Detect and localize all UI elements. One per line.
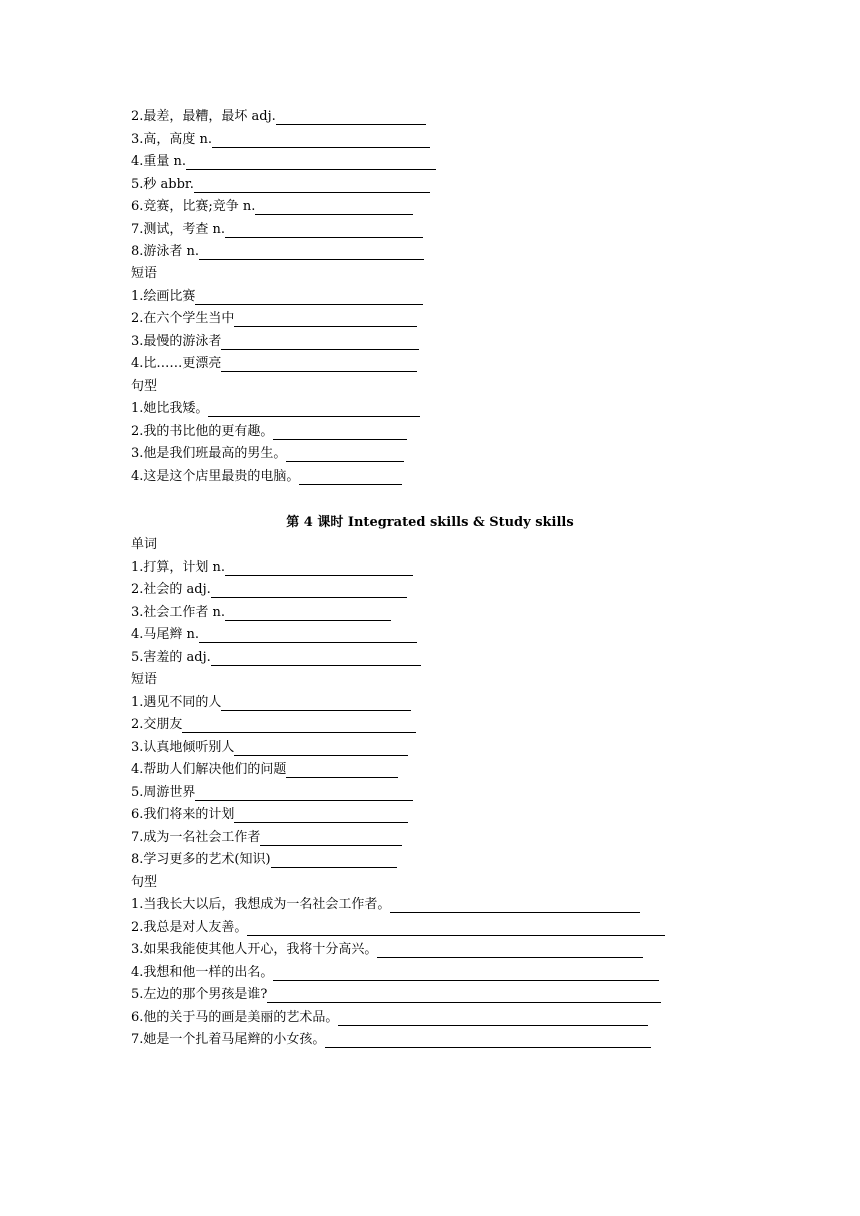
answer-blank[interactable] <box>234 807 408 823</box>
phrase-label: 2.在六个学生当中 <box>131 311 235 326</box>
sentence-item <box>131 917 665 939</box>
word-label: 3.社会工作者 n. <box>131 605 226 620</box>
sentence-label: 6.他的关于马的画是美丽的艺术品。 <box>131 1010 339 1025</box>
word-item <box>131 579 407 601</box>
answer-blank[interactable] <box>186 154 436 170</box>
answer-blank[interactable] <box>338 1010 648 1026</box>
phrase-label: 3.最慢的游泳者 <box>131 334 222 349</box>
sentence-item <box>131 443 404 465</box>
word-item <box>131 129 430 151</box>
answer-blank[interactable] <box>195 785 413 801</box>
answer-blank[interactable] <box>225 560 413 576</box>
sentence-label: 2.我的书比他的更有趣。 <box>131 424 274 439</box>
phrase-item <box>131 759 398 781</box>
word-label: 6.竞赛，比赛;竞争 n. <box>131 199 256 214</box>
phrase-item <box>131 714 416 736</box>
answer-blank[interactable] <box>273 965 659 981</box>
answer-blank[interactable] <box>225 605 391 621</box>
sentence-item <box>131 1007 648 1029</box>
answer-blank[interactable] <box>390 897 640 913</box>
answer-blank[interactable] <box>377 942 643 958</box>
sentence-label: 1.当我长大以后，我想成为一名社会工作者。 <box>131 897 391 912</box>
sentence-label: 7.她是一个扎着马尾辫的小女孩。 <box>131 1032 326 1047</box>
word-item <box>131 647 421 669</box>
sentence-label: 2.我总是对人友善。 <box>131 920 248 935</box>
word-label: 4.重量 n. <box>131 154 187 169</box>
phrase-label: 2.交朋友 <box>131 717 183 732</box>
phrase-label: 1.遇见不同的人 <box>131 695 222 710</box>
sentence-item <box>131 962 659 984</box>
answer-blank[interactable] <box>195 289 423 305</box>
answer-blank[interactable] <box>221 334 419 350</box>
answer-blank[interactable] <box>199 627 417 643</box>
phrase-item <box>131 804 408 826</box>
sentences-heading: 句型 <box>131 875 158 890</box>
word-item <box>131 151 436 173</box>
answer-blank[interactable] <box>194 177 430 193</box>
word-label: 2.社会的 adj. <box>131 582 211 597</box>
word-label: 2.最差，最糟，最坏 adj. <box>131 109 276 124</box>
answer-blank[interactable] <box>234 740 408 756</box>
word-item <box>131 624 417 646</box>
answer-blank[interactable] <box>211 650 421 666</box>
phrase-label: 7.成为一名社会工作者 <box>131 830 261 845</box>
word-label: 5.害羞的 adj. <box>131 650 211 665</box>
answer-blank[interactable] <box>234 311 417 327</box>
sentences-heading: 句型 <box>131 379 158 394</box>
sentence-label: 3.如果我能使其他人开心，我将十分高兴。 <box>131 942 378 957</box>
phrase-item <box>131 782 413 804</box>
answer-blank[interactable] <box>299 469 402 485</box>
answer-blank[interactable] <box>271 852 397 868</box>
sentence-item <box>131 398 420 420</box>
sentence-item <box>131 466 402 488</box>
word-item <box>131 557 413 579</box>
phrase-item <box>131 331 419 353</box>
answer-blank[interactable] <box>286 446 404 462</box>
answer-blank[interactable] <box>267 987 661 1003</box>
answer-blank[interactable] <box>225 222 423 238</box>
answer-blank[interactable] <box>211 582 407 598</box>
phrases-heading: 短语 <box>131 266 158 281</box>
answer-blank[interactable] <box>221 356 417 372</box>
phrase-item <box>131 353 417 375</box>
answer-blank[interactable] <box>286 762 398 778</box>
lesson-title: 第 4 课时 Integrated skills & Study skills <box>286 515 574 530</box>
word-item <box>131 241 424 263</box>
sentence-item <box>131 939 643 961</box>
sentence-label: 4.我想和他一样的出名。 <box>131 965 274 980</box>
sentence-label: 5.左边的那个男孩是谁? <box>131 987 268 1002</box>
word-label: 1.打算，计划 n. <box>131 560 226 575</box>
phrase-item <box>131 849 397 871</box>
phrases-heading: 短语 <box>131 672 158 687</box>
sentence-item <box>131 984 661 1006</box>
word-label: 8.游泳者 n. <box>131 244 200 259</box>
sentence-label: 1.她比我矮。 <box>131 401 209 416</box>
answer-blank[interactable] <box>182 717 416 733</box>
word-item <box>131 174 430 196</box>
phrase-label: 4.帮助人们解决他们的问题 <box>131 762 287 777</box>
sentence-label: 4.这是这个店里最贵的电脑。 <box>131 469 300 484</box>
phrase-label: 8.学习更多的艺术(知识) <box>131 852 271 867</box>
phrase-item <box>131 286 423 308</box>
answer-blank[interactable] <box>247 920 665 936</box>
phrase-label: 1.绘画比赛 <box>131 289 196 304</box>
phrase-item <box>131 737 408 759</box>
answer-blank[interactable] <box>325 1032 651 1048</box>
answer-blank[interactable] <box>221 695 411 711</box>
word-label: 4.马尾辫 n. <box>131 627 200 642</box>
phrase-label: 4.比……更漂亮 <box>131 356 222 371</box>
word-item <box>131 219 423 241</box>
word-label: 3.高，高度 n. <box>131 132 213 147</box>
phrase-label: 5.周游世界 <box>131 785 196 800</box>
answer-blank[interactable] <box>199 244 424 260</box>
answer-blank[interactable] <box>255 199 413 215</box>
answer-blank[interactable] <box>273 424 407 440</box>
phrase-item <box>131 827 402 849</box>
word-item <box>131 196 413 218</box>
answer-blank[interactable] <box>260 830 402 846</box>
sentence-item <box>131 1029 651 1051</box>
phrase-item <box>131 308 417 330</box>
word-label: 7.测试，考查 n. <box>131 222 226 237</box>
answer-blank[interactable] <box>212 132 430 148</box>
word-label: 5.秒 abbr. <box>131 177 194 192</box>
sentence-label: 3.他是我们班最高的男生。 <box>131 446 287 461</box>
sentence-item <box>131 421 407 443</box>
word-item <box>131 106 426 128</box>
answer-blank[interactable] <box>208 401 420 417</box>
phrase-label: 6.我们将来的计划 <box>131 807 235 822</box>
answer-blank[interactable] <box>276 109 426 125</box>
word-item <box>131 602 391 624</box>
phrase-item <box>131 692 411 714</box>
sentence-item <box>131 894 640 916</box>
words-heading: 单词 <box>131 537 158 552</box>
phrase-label: 3.认真地倾听别人 <box>131 740 235 755</box>
